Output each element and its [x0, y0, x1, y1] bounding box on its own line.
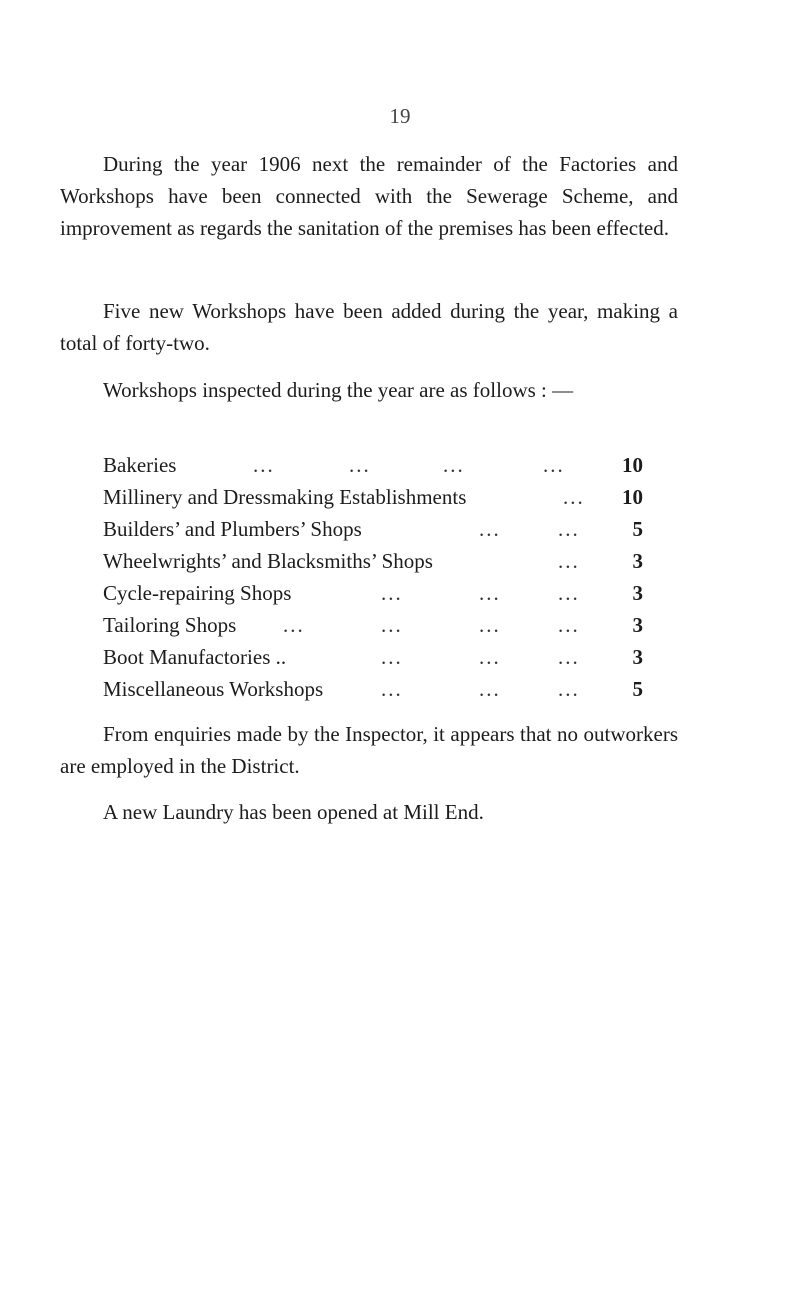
workshop-count: 3: [632, 645, 643, 669]
list-item-cycle: Cycle-repairing Shops ... ... ... 3: [103, 577, 643, 609]
workshop-count: 5: [632, 517, 643, 541]
list-item-wheelwrights: Wheelwrights’ and Blacksmiths’ Shops ... 3: [103, 545, 643, 577]
workshop-count: 10: [622, 453, 643, 477]
workshop-label: Cycle-repairing Shops: [103, 581, 292, 605]
workshop-label: Wheelwrights’ and Blacksmiths’ Shops: [103, 549, 433, 573]
paragraph-outworkers: [60, 718, 678, 782]
workshops-list: [103, 449, 643, 705]
list-item-bakeries: Bakeries ... ... ... ... 10: [103, 449, 643, 481]
paragraph-inspected-intro-text: Workshops inspected during the year are as follows : —: [103, 378, 574, 402]
list-item-millinery: Millinery and Dressmaking Establishments ... 10: [103, 481, 643, 513]
workshop-count: 3: [632, 613, 643, 637]
page-number: 19: [389, 104, 411, 128]
paragraph-new-workshops-text: Five new Workshops have been added during the year, making a total of forty-two.: [60, 299, 678, 355]
workshop-count: 3: [632, 581, 643, 605]
paragraph-sewerage-text: During the year 1906 next the remainder of the Factories and Workshops have been connected with the Sewerage Scheme, and improvement as regards the sanitation of the premises has been effected.: [60, 152, 678, 240]
list-item-builders: Builders’ and Plumbers’ Shops ... ... 5: [103, 513, 643, 545]
paragraph-sewerage: [60, 148, 678, 244]
paragraph-laundry: [60, 796, 678, 828]
workshop-label: Millinery and Dressmaking Establishments: [103, 485, 467, 509]
list-item-boot: Boot Manufactories .. ... ... ... 3: [103, 641, 643, 673]
workshop-label: Boot Manufactories ..: [103, 645, 287, 669]
workshop-label: Tailoring Shops: [103, 613, 237, 637]
list-item-miscellaneous: Miscellaneous Workshops ... ... ... 5: [103, 673, 643, 705]
paragraph-new-workshops: [60, 295, 678, 359]
workshop-label: Miscellaneous Workshops: [103, 677, 324, 701]
list-item-tailoring: Tailoring Shops ... ... ... ... 3: [103, 609, 643, 641]
workshop-label: Bakeries: [103, 453, 177, 477]
paragraph-inspected-intro-line: [60, 374, 678, 406]
workshop-count: 10: [622, 485, 643, 509]
workshop-label: Builders’ and Plumbers’ Shops: [103, 517, 362, 541]
paragraph-outworkers-text: From enquiries made by the Inspector, it appears that no outworkers are employed in the District.: [60, 722, 678, 778]
workshop-count: 5: [632, 677, 643, 701]
workshop-count: 3: [632, 549, 643, 573]
paragraph-laundry-text: A new Laundry has been opened at Mill End.: [103, 800, 484, 824]
